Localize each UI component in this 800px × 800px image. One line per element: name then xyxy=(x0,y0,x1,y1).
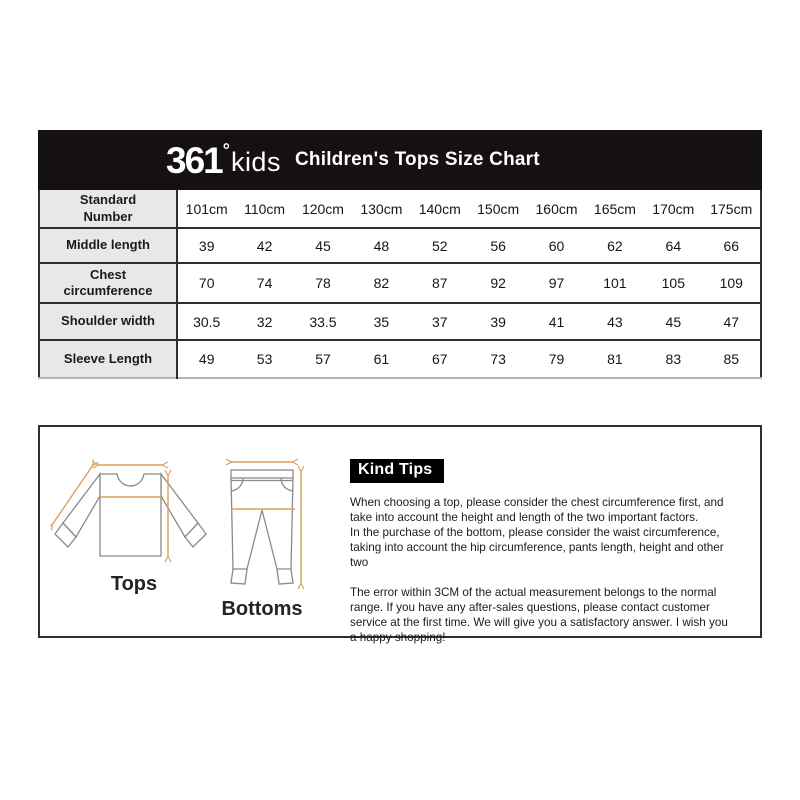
size-cell: 67 xyxy=(411,340,469,378)
size-cell: 49 xyxy=(177,340,235,378)
bottoms-label: Bottoms xyxy=(221,598,303,620)
size-cell: 43 xyxy=(586,303,644,340)
table-row xyxy=(39,340,761,378)
size-cell: 101 xyxy=(586,263,644,303)
size-cell: 32 xyxy=(235,303,293,340)
size-cell: 73 xyxy=(469,340,527,378)
tops-label: Tops xyxy=(110,573,158,595)
size-table-body xyxy=(39,190,761,378)
pants-outline xyxy=(231,478,293,569)
size-cell: 70 xyxy=(177,263,235,303)
tops-diagram xyxy=(50,445,210,585)
size-cell: 53 xyxy=(235,340,293,378)
size-cell: 120cm xyxy=(294,190,352,228)
size-cell: 160cm xyxy=(527,190,585,228)
size-cell: 57 xyxy=(294,340,352,378)
pants-right-cuff xyxy=(277,569,293,584)
size-cell: 64 xyxy=(644,228,702,263)
size-cell: 87 xyxy=(411,263,469,303)
size-cell: 110cm xyxy=(235,190,293,228)
size-cell: 48 xyxy=(352,228,410,263)
size-cell: 66 xyxy=(703,228,761,263)
size-cell: 47 xyxy=(703,303,761,340)
size-cell: 79 xyxy=(527,340,585,378)
row-label: Middle length xyxy=(39,228,177,263)
size-cell: 30.5 xyxy=(177,303,235,340)
row-label: Shoulder width xyxy=(39,303,177,340)
pants-left-cuff xyxy=(231,569,247,584)
size-cell: 39 xyxy=(469,303,527,340)
row-label: Chest circumference xyxy=(39,263,177,303)
size-cell: 130cm xyxy=(352,190,410,228)
size-cell: 62 xyxy=(586,228,644,263)
size-cell: 150cm xyxy=(469,190,527,228)
tip-bottom-line: In the purchase of the bottom, please consider the waist circumference, taking into account the hip circumference, pants length, height and other two xyxy=(350,525,724,569)
table-row xyxy=(39,190,761,228)
kind-tips-badge: Kind Tips xyxy=(350,459,444,483)
size-cell: 140cm xyxy=(411,190,469,228)
top-left-sleeve xyxy=(63,474,100,537)
size-cell: 92 xyxy=(469,263,527,303)
bottoms-diagram xyxy=(198,451,318,596)
size-cell: 83 xyxy=(644,340,702,378)
top-body xyxy=(100,474,161,556)
size-cell: 33.5 xyxy=(294,303,352,340)
size-cell: 109 xyxy=(703,263,761,303)
size-cell: 35 xyxy=(352,303,410,340)
size-cell: 165cm xyxy=(586,190,644,228)
row-label: Sleeve Length xyxy=(39,340,177,378)
brand-logo-degree: ° xyxy=(222,140,230,160)
size-cell: 42 xyxy=(235,228,293,263)
brand-logo-kids: kids xyxy=(230,146,281,177)
measurement-info-box xyxy=(38,425,762,644)
size-cell: 61 xyxy=(352,340,410,378)
size-cell: 56 xyxy=(469,228,527,263)
size-cell: 85 xyxy=(703,340,761,378)
pants-waistband xyxy=(231,470,293,478)
page-title: Children's Tops Size Chart xyxy=(295,149,540,170)
size-cell: 175cm xyxy=(703,190,761,228)
brand-logo xyxy=(166,130,281,190)
tips-error-note: The error within 3CM of the actual measurement belongs to the normal range. If you have any after-sales questions, please contact customer service at the first time. We will give you a satisfactory answer. I wish you a happy shopping! xyxy=(350,585,728,644)
table-row xyxy=(39,228,761,263)
size-cell: 78 xyxy=(294,263,352,303)
table-row xyxy=(39,303,761,340)
size-cell: 101cm xyxy=(177,190,235,228)
size-cell: 81 xyxy=(586,340,644,378)
size-cell: 37 xyxy=(411,303,469,340)
tips-paragraph xyxy=(350,496,735,571)
size-cell: 105 xyxy=(644,263,702,303)
top-right-sleeve xyxy=(161,474,198,537)
brand-logo-number: 361 xyxy=(166,139,222,181)
size-cell: 45 xyxy=(644,303,702,340)
kind-tips-section xyxy=(350,459,742,646)
table-row xyxy=(39,263,761,303)
size-cell: 60 xyxy=(527,228,585,263)
tip-top-line: When choosing a top, please consider the chest circumference first, and take into account the height and length of the two important factors. xyxy=(350,496,724,524)
size-cell: 82 xyxy=(352,263,410,303)
size-cell: 41 xyxy=(527,303,585,340)
size-cell: 170cm xyxy=(644,190,702,228)
row-label: Standard Number xyxy=(39,190,177,228)
size-cell: 52 xyxy=(411,228,469,263)
size-cell: 45 xyxy=(294,228,352,263)
size-table xyxy=(38,190,762,379)
size-cell: 97 xyxy=(527,263,585,303)
brand-banner xyxy=(38,130,762,190)
size-cell: 39 xyxy=(177,228,235,263)
size-cell: 74 xyxy=(235,263,293,303)
